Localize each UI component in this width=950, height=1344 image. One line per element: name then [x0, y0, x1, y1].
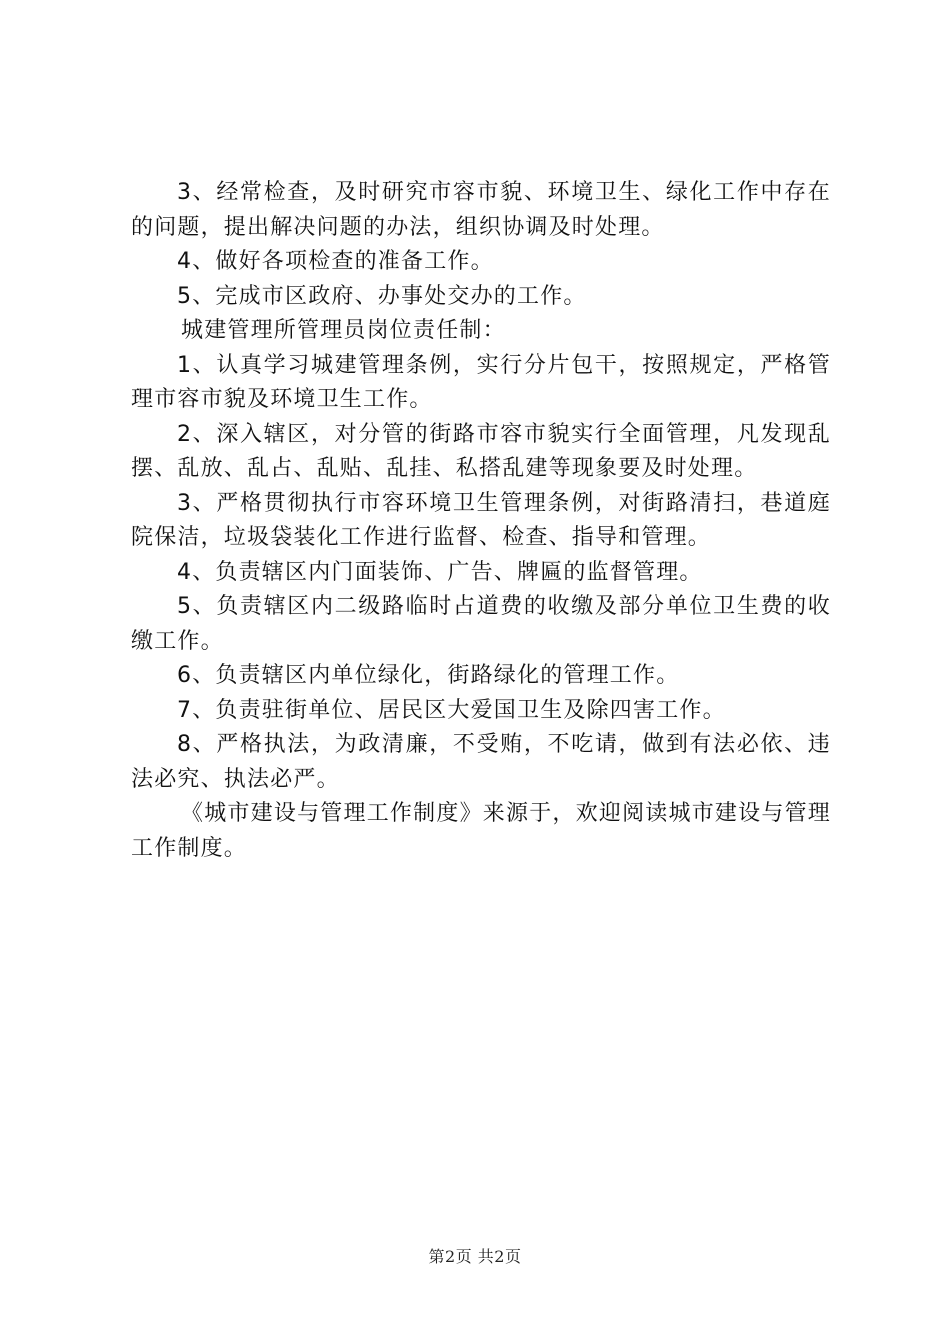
paragraph: 8、严格执法，为政清廉，不受贿，不吃请，做到有法必依、违法必究、执法必严。 [131, 732, 831, 792]
section-heading: 城建管理所管理员岗位责任制： [181, 318, 506, 343]
source-note: 《城市建设与管理工作制度》来源于，欢迎阅读城市建设与管理工作制度。 [131, 801, 831, 861]
paragraph: 4、负责辖区内门面装饰、广告、牌匾的监督管理。 [177, 559, 703, 585]
paragraph: 2、深入辖区，对分管的街路市容市貌实行全面管理，凡发现乱摆、乱放、乱占、乱贴、乱挂、私搭乱建等现象要及时处理。 [131, 421, 831, 481]
document-body [131, 176, 831, 866]
paragraph: 4、做好各项检查的准备工作。 [177, 249, 494, 274]
page-footer: 第2页 共2页 [428, 1247, 522, 1266]
paragraph: 3、经常检查，及时研究市容市貌、环境卫生、绿化工作中存在的问题，提出解决问题的办法，组织协调及时处理。 [131, 180, 831, 240]
paragraph: 5、完成市区政府、办事处交办的工作。 [177, 283, 587, 309]
paragraph: 7、负责驻街单位、居民区大爱国卫生及除四害工作。 [177, 697, 726, 723]
paragraph: 1、认真学习城建管理条例，实行分片包干，按照规定，严格管理市容市貌及环境卫生工作。 [131, 352, 831, 412]
paragraph: 6、负责辖区内单位绿化，街路绿化的管理工作。 [177, 663, 680, 688]
paragraph: 3、严格贯彻执行市容环境卫生管理条例，对街路清扫，巷道庭院保洁，垃圾袋装化工作进行监督、检查、指导和管理。 [131, 490, 831, 550]
paragraph: 5、负责辖区内二级路临时占道费的收缴及部分单位卫生费的收缴工作。 [131, 594, 831, 654]
